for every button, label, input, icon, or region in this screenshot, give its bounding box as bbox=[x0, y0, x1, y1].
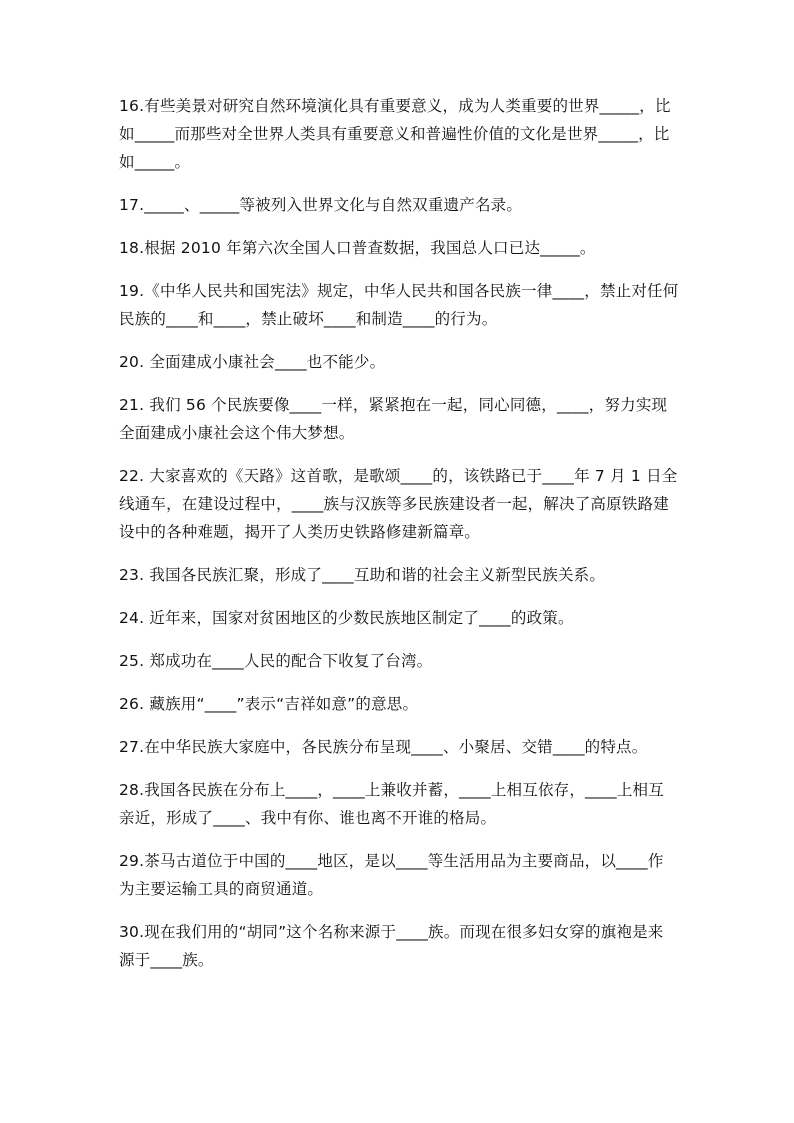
question-25: 25. 郑成功在____人民的配合下收复了台湾。 bbox=[119, 652, 433, 670]
question-17: 17._____、_____等被列入世界文化与自然双重遗产名录。 bbox=[119, 196, 523, 214]
question-29: 29.茶马古道位于中国的____地区，是以____等生活用品为主要商品，以____作为主要运输工具的商贸通道。 bbox=[119, 852, 664, 898]
question-19: 19.《中华人民共和国宪法》规定，中华人民共和国各民族一律____，禁止对任何民族的____和____，禁止破坏____和制造____的行为。 bbox=[119, 282, 679, 328]
question-20: 20. 全面建成小康社会____也不能少。 bbox=[119, 353, 386, 371]
question-18: 18.根据 2010 年第六次全国人口普查数据，我国总人口已达_____。 bbox=[119, 239, 596, 257]
question-21: 21. 我们 56 个民族要像____一样，紧紧抱在一起，同心同德，____，努力实现全面建成小康社会这个伟大梦想。 bbox=[119, 396, 668, 442]
question-26: 26. 藏族用“____”表示“吉祥如意”的意思。 bbox=[119, 695, 419, 713]
question-22: 22. 大家喜欢的《天路》这首歌，是歌颂____的，该铁路已于____年 7 月 1 日全线通车，在建设过程中，____族与汉族等多民族建设者一起，解决了高原铁路建设中的各种难题，揭开了人类历史铁路修建新篇章。 bbox=[119, 467, 678, 541]
question-16: 16.有些美景对研究自然环境演化具有重要意义，成为人类重要的世界_____，比如_____而那些对全世界人类具有重要意义和普遍性价值的文化是世界_____，比如_____。 bbox=[119, 97, 671, 171]
question-24: 24. 近年来，国家对贫困地区的少数民族地区制定了____的政策。 bbox=[119, 609, 574, 627]
question-27: 27.在中华民族大家庭中，各民族分布呈现____、小聚居、交错____的特点。 bbox=[119, 738, 648, 756]
question-30: 30.现在我们用的“胡同”这个名称来源于____族。而现在很多妇女穿的旗袍是来源于____族。 bbox=[119, 923, 664, 969]
document-page bbox=[119, 92, 679, 989]
question-23: 23. 我国各民族汇聚，形成了____互助和谐的社会主义新型民族关系。 bbox=[119, 566, 606, 584]
question-28: 28.我国各民族在分布上____，____上兼收并蓄，____上相互依存，____上相互亲近，形成了____、我中有你、谁也离不开谁的格局。 bbox=[119, 781, 664, 827]
